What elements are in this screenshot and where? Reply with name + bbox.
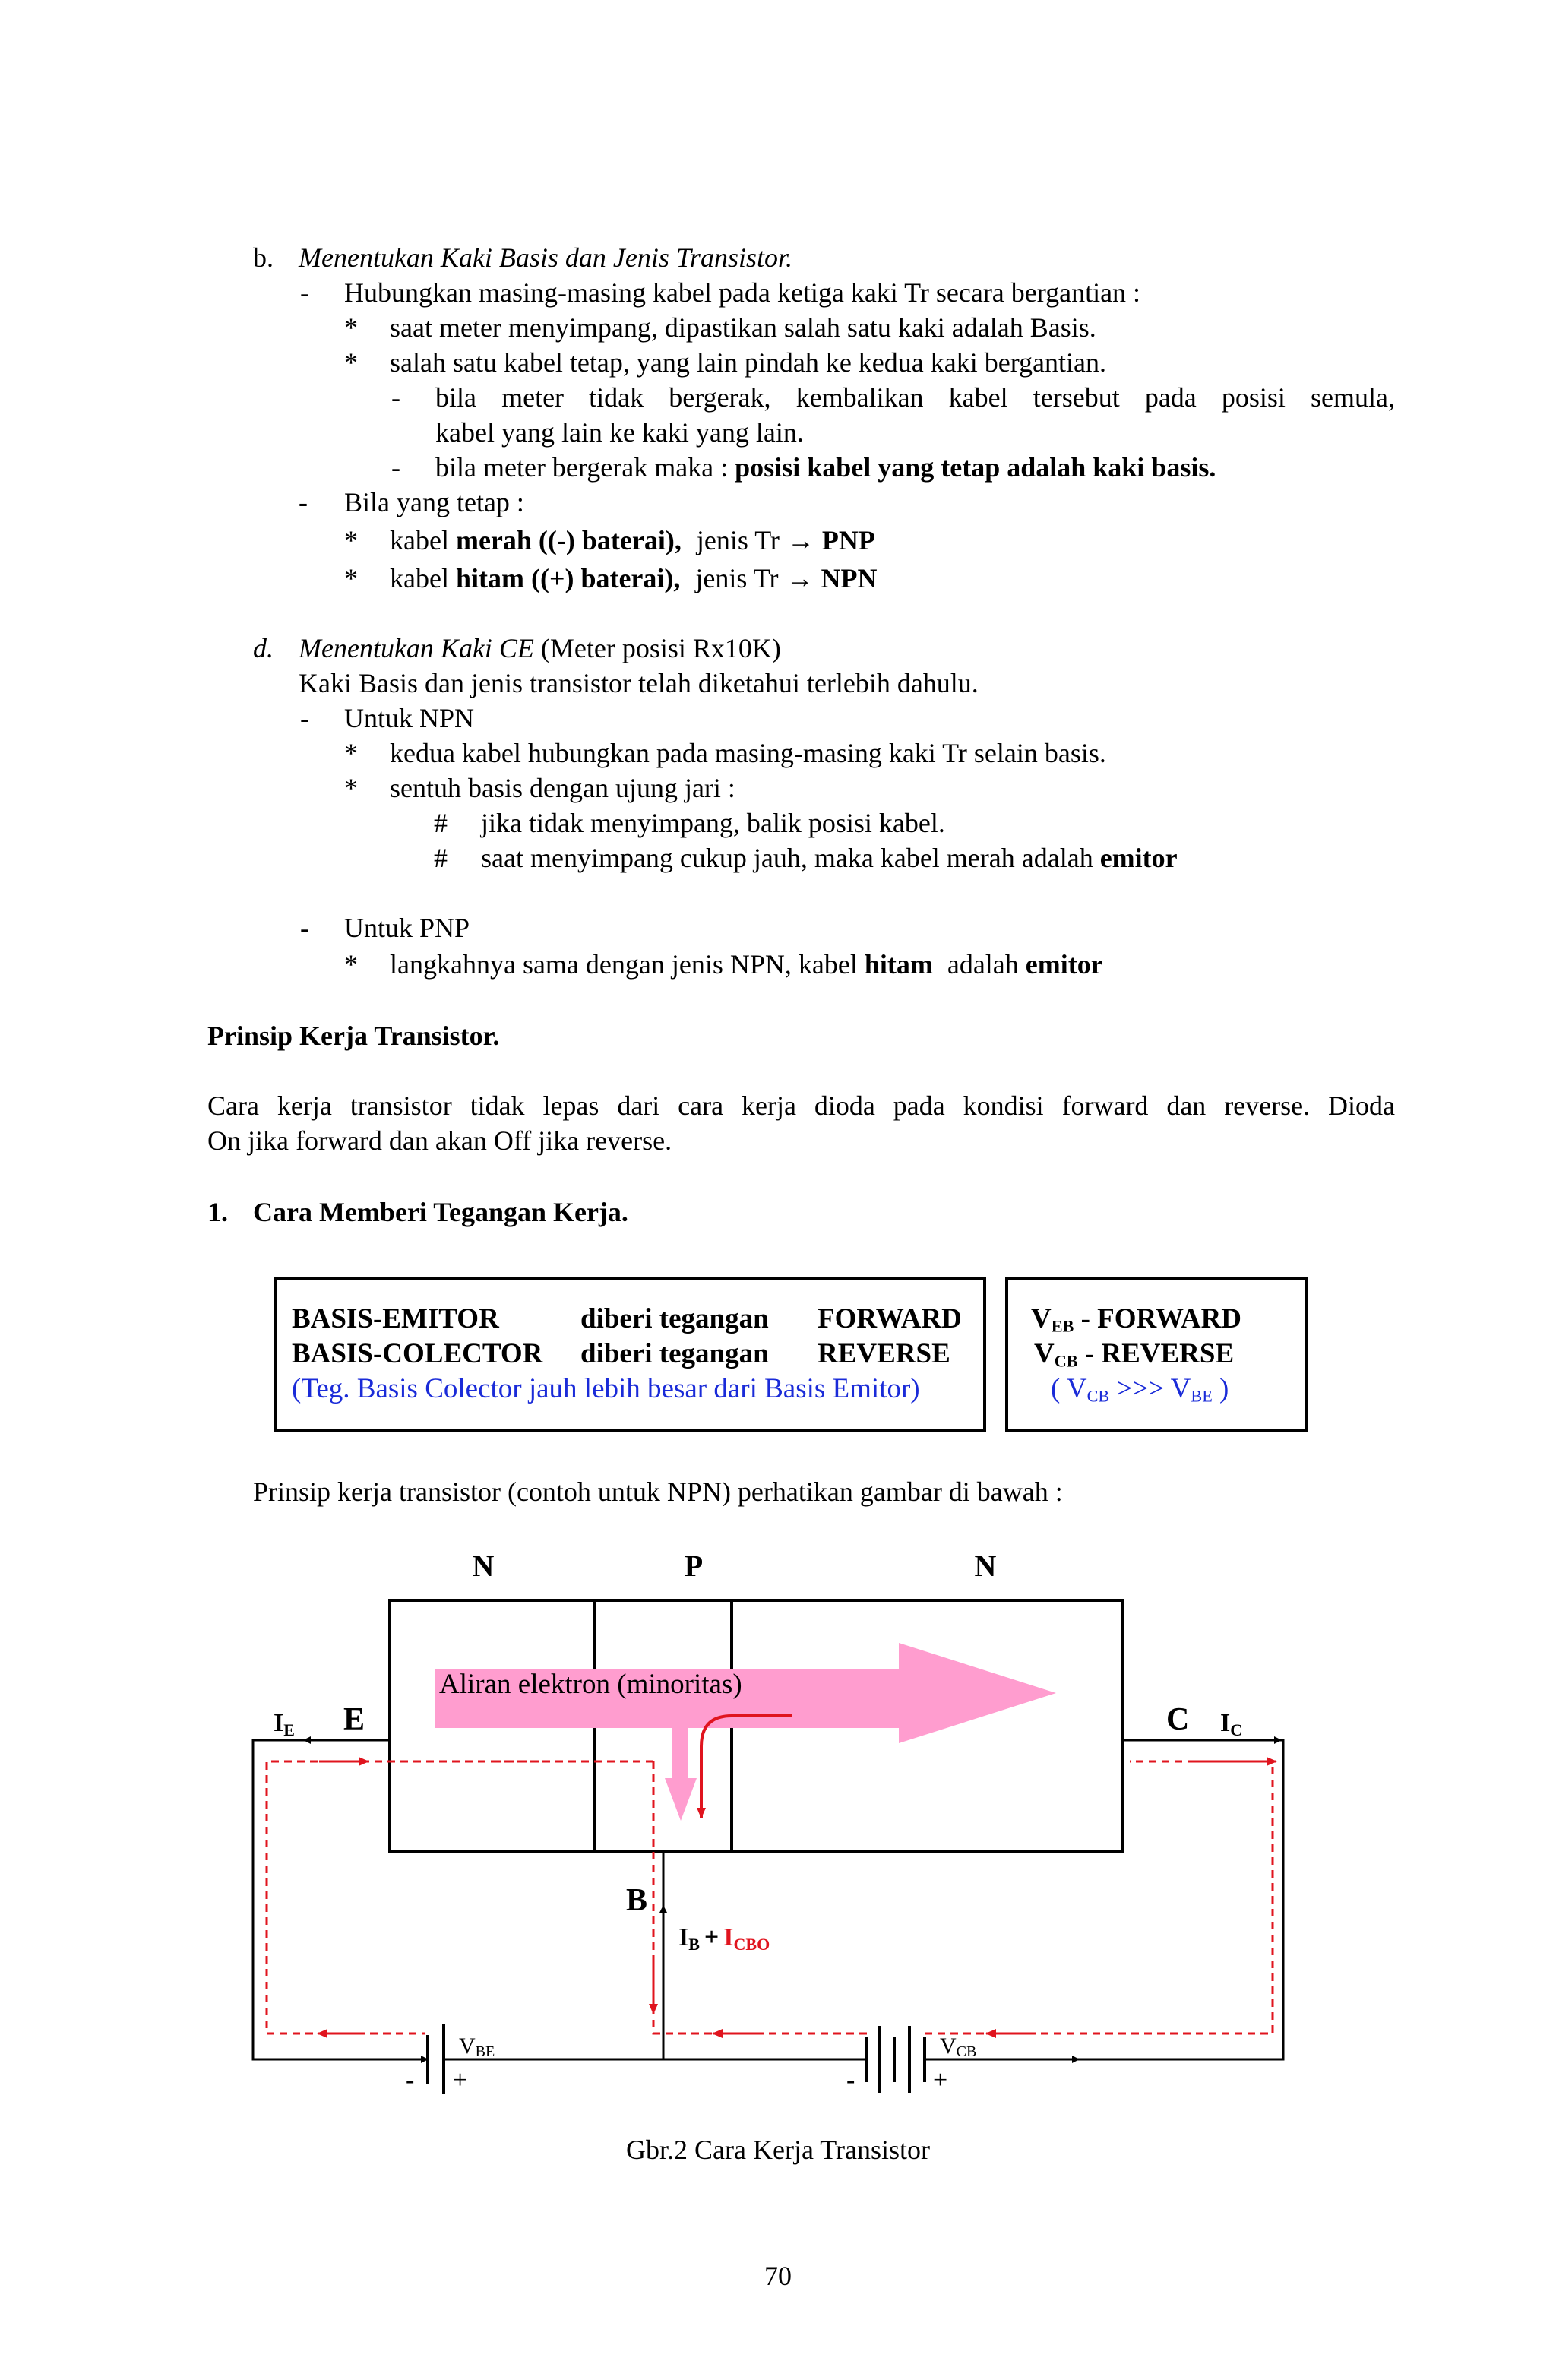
section-d-line: kedua kabel hubungkan pada masing-masing kaki Tr selain basis.	[390, 738, 1106, 768]
emphasis-text: hitam ((+) baterai),	[455, 563, 681, 593]
text-span: I	[723, 1923, 734, 1951]
subscript: E	[283, 1720, 295, 1739]
text-span: +	[704, 1923, 719, 1951]
region-label-n-emitter: N	[472, 1549, 495, 1583]
text-span: >>> V	[1109, 1373, 1191, 1404]
vbe-label	[459, 2033, 495, 2060]
battery-vbe	[428, 2024, 444, 2094]
page-number: 70	[764, 2261, 792, 2291]
text-span: (Meter posisi Rx10K)	[533, 633, 781, 663]
text-span: jenis Tr	[696, 525, 780, 555]
emphasis-text: merah ((-) baterai),	[455, 525, 682, 555]
bullet: *	[344, 773, 358, 803]
flow-label: Aliran elektron (minoritas)	[439, 1669, 742, 1700]
minority-current-arrow	[701, 1716, 792, 1818]
emphasis-text: PNP	[821, 525, 875, 555]
bullet: #	[434, 808, 448, 838]
subscript: CB	[1086, 1386, 1110, 1406]
bullet: -	[300, 703, 309, 733]
section-b-line: salah satu kabel tetap, yang lain pindah ke kedua kaki bergantian.	[390, 347, 1107, 378]
subscript: C	[1230, 1720, 1243, 1739]
bullet: -	[300, 913, 309, 943]
box-cell: diberi tegangan	[580, 1303, 769, 1334]
box-cell: REVERSE	[818, 1338, 950, 1369]
bullet: *	[344, 563, 358, 593]
box-note: (Teg. Basis Colector jauh lebih besar dari Basis Emitor)	[292, 1373, 920, 1404]
prinsip-title: Prinsip Kerja Transistor.	[207, 1021, 500, 1051]
prinsip-paragraph-line-2: On jika forward dan akan Off jika reverse.	[207, 1125, 672, 1156]
section-d-line: Kaki Basis dan jenis transistor telah diketahui terlebih dahulu.	[299, 668, 979, 698]
subscript: EB	[1051, 1316, 1074, 1336]
bullet: *	[344, 949, 358, 980]
prinsip-paragraph-line-1: Cara kerja transistor tidak lepas dari cara kerja dioda pada kondisi forward dan reverse. Dioda	[207, 1090, 1395, 1121]
subsection-number: 1.	[207, 1197, 228, 1227]
text-span: I	[274, 1709, 284, 1737]
text-span: )	[1212, 1373, 1229, 1404]
arrow-right-icon: →	[786, 563, 814, 593]
text-span: jenis Tr	[695, 563, 779, 593]
text-span: - REVERSE	[1077, 1338, 1235, 1369]
section-d-prefix: d.	[253, 633, 274, 663]
section-b-line: saat meter menyimpang, dipastikan salah satu kaki adalah Basis.	[390, 312, 1096, 343]
text-span: kabel	[390, 563, 456, 593]
battery-plus: +	[453, 2066, 468, 2094]
text-span: saat menyimpang cukup jauh, maka kabel merah adalah	[481, 843, 1100, 873]
section-d-line: sentuh basis dengan ujung jari :	[390, 773, 735, 803]
text-span: I	[1220, 1709, 1231, 1737]
bullet: -	[391, 382, 400, 413]
section-d-line: Untuk PNP	[344, 913, 470, 943]
text-span: I	[678, 1923, 689, 1951]
box-cell: BASIS-COLECTOR	[292, 1338, 543, 1369]
subscript: BE	[1191, 1386, 1213, 1406]
section-b-prefix: b.	[253, 242, 274, 273]
ie-label	[274, 1709, 295, 1739]
subsection-title: Cara Memberi Tegangan Kerja.	[253, 1197, 628, 1227]
text-span: kabel	[390, 525, 456, 555]
section-b-heading: Menentukan Kaki Basis dan Jenis Transistor.	[299, 242, 792, 273]
emphasis-text: hitam	[864, 949, 933, 980]
battery-vcb	[867, 2026, 925, 2093]
ic-label	[1220, 1709, 1242, 1739]
section-b-line: Hubungkan masing-masing kabel pada ketiga kaki Tr secara bergantian :	[344, 277, 1141, 308]
text-span: Menentukan Kaki CE	[299, 633, 534, 663]
emphasis-text: emitor	[1099, 843, 1178, 873]
text-span: langkahnya sama dengan jenis NPN, kabel	[390, 949, 865, 980]
bullet: *	[344, 738, 358, 768]
emitter-wire	[253, 1740, 390, 2059]
subscript: B	[688, 1935, 700, 1954]
section-b-line: kabel yang lain ke kaki yang lain.	[435, 417, 804, 448]
emphasis-text: emitor	[1025, 949, 1103, 980]
section-d-line: Untuk NPN	[344, 703, 475, 733]
text-span: ( V	[1051, 1373, 1087, 1404]
emitter-label: E	[343, 1702, 365, 1737]
box-cell: BASIS-EMITOR	[292, 1303, 499, 1334]
figure-intro: Prinsip kerja transistor (contoh untuk NPN) perhatikan gambar di bawah :	[253, 1476, 1063, 1507]
subscript: CB	[956, 2043, 977, 2060]
collector-wire	[1071, 1740, 1283, 2059]
region-label-p-base: P	[684, 1549, 704, 1583]
box-cell: diberi tegangan	[580, 1338, 769, 1369]
bullet: -	[300, 277, 309, 308]
bullet: *	[344, 312, 358, 343]
bullet: #	[434, 843, 448, 873]
emphasis-text: posisi kabel yang tetap adalah kaki basis.	[735, 452, 1216, 483]
subscript: CB	[1054, 1351, 1078, 1371]
electron-flow-down-arrow	[665, 1725, 697, 1821]
text-span: V	[459, 2033, 476, 2059]
text-span: adalah	[940, 949, 1026, 980]
text-span: V	[1034, 1338, 1055, 1369]
text-span: V	[940, 2033, 957, 2059]
region-label-n-collector: N	[974, 1549, 997, 1583]
battery-minus: -	[406, 2066, 415, 2094]
subscript: BE	[475, 2043, 495, 2060]
subscript: CBO	[733, 1935, 770, 1954]
ib-icbo-label	[678, 1923, 770, 1954]
battery-plus: +	[933, 2066, 948, 2094]
bullet: -	[391, 452, 400, 483]
box-cell: FORWARD	[818, 1303, 962, 1334]
text-span: - FORWARD	[1074, 1303, 1242, 1334]
figure-caption: Gbr.2 Cara Kerja Transistor	[626, 2135, 930, 2165]
bullet: -	[299, 487, 308, 517]
collector-label: C	[1166, 1702, 1190, 1737]
emphasis-text: NPN	[821, 563, 878, 593]
bullet: *	[344, 525, 358, 555]
text-span: V	[1031, 1303, 1052, 1334]
base-label: B	[626, 1883, 648, 1918]
battery-minus: -	[846, 2066, 855, 2094]
text-span: bila meter bergerak maka :	[435, 452, 735, 483]
section-b-line: Bila yang tetap :	[344, 487, 524, 517]
arrow-right-icon: →	[786, 525, 814, 555]
vcb-label	[940, 2033, 976, 2060]
section-b-line: bila meter tidak bergerak, kembalikan kabel tersebut pada posisi semula,	[435, 382, 1395, 413]
bullet: *	[344, 347, 358, 378]
section-d-line: jika tidak menyimpang, balik posisi kabel.	[481, 808, 945, 838]
